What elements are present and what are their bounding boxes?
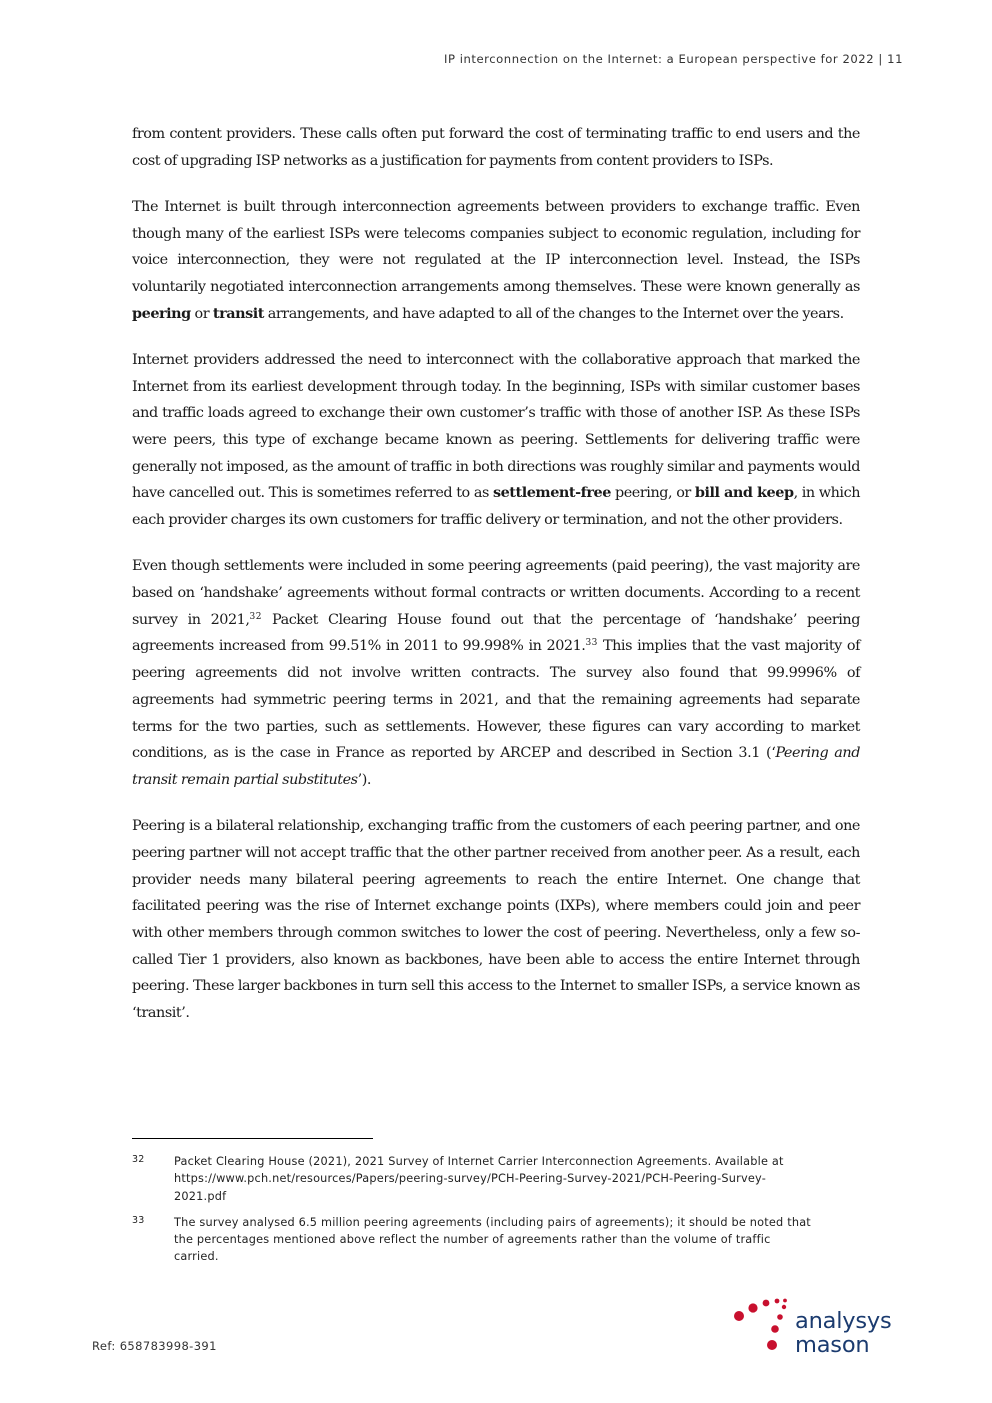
- paragraph-3-text-a: Internet providers addressed the need to interconnect with the collaborative approach that marked the Internet from its earliest development through today. In the beginning, ISPs with similar customer bases and traffic loads agreed to exchange their own customer’s traffic with those of another ISP. As these ISPs were peers, this type of exchange became known as peering. Settlements for delivering traffic were generally not imposed, as the amount of traffic in both directions was roughly similar and payments would have cancelled out. This is sometimes referred to as: [132, 351, 860, 502]
- paragraph-2: [132, 194, 860, 328]
- paragraph-3-text-b: peering, or: [610, 485, 695, 502]
- analysys-mason-logo: [730, 1294, 920, 1360]
- footnote-line: The survey analysed 6.5 million peering agreements (including pairs of agreements); it should be noted that: [174, 1215, 811, 1229]
- term-settlement-free: settlement-free: [492, 484, 611, 502]
- footnote-link-end[interactable]: 2021.pdf: [174, 1189, 227, 1203]
- paragraph-5-text: Peering is a bilateral relationship, exchanging traffic from the customers of each peering partner, and one peering partner will not accept traffic that the other partner received from another peer. As a result, each provider needs many bilateral peering agreements to reach the entire Internet. One change that facilitated peering was the rise of Internet exchange points (IXPs), where members could join and peer with other members through common switches to lower the cost of peering. Nevertheless, only a few so-called Tier 1 providers, also known as backbones, have been able to access the entire Internet through peering. These larger backbones in turn sell this access to the Internet to smaller ISPs, a service known as ‘transit’.: [132, 818, 860, 1022]
- section-title-italic: Peering and transit remain partial substitutes: [132, 745, 860, 788]
- logo-dots-icon: [730, 1294, 800, 1360]
- paragraph-2-text-b: or: [190, 305, 213, 322]
- paragraph-2-text-a: The Internet is built through interconnection agreements between providers to exchange traffic. Even though many of the earliest ISPs were telecoms companies subject to economic regulation, including for voice interconnection, they were not regulated at the IP interconnection level. Instead, the ISPs voluntarily negotiated interconnection arrangements among themselves. These were known generally as: [132, 198, 860, 296]
- footnote-divider: [132, 1138, 373, 1139]
- paragraph-5: [132, 813, 860, 1027]
- footnote-text: [174, 1153, 862, 1205]
- paragraph-4-text-b: Packet Clearing House found out that the percentage of ‘handshake’ peering agreements increased from 99.51% in 2011 to 99.998% in 2021.: [132, 611, 860, 655]
- paragraph-1-text: from content providers. These calls often put forward the cost of terminating traffic to end users and the cost of upgrading ISP networks as a justification for payments from content providers to ISPs.: [132, 126, 860, 169]
- paragraph-4-text-c: This implies that the vast majority of peering agreements did not involve written contracts. The survey also found that 99.9996% of agreements had symmetric peering terms in 2021, and that the remaining agreements had separate terms for the two parties, such as settlements. However, these figures can vary according to market conditions, as is the case in France as reported by ARCEP and described in Section 3.1 (‘: [132, 638, 861, 762]
- term-bill-and-keep: bill and keep: [694, 484, 794, 502]
- term-transit: transit: [212, 304, 264, 322]
- footnote-text: [174, 1214, 862, 1266]
- footnote-32: [132, 1153, 862, 1205]
- logo-text-mason: mason: [795, 1332, 870, 1358]
- paragraph-4: [132, 553, 860, 793]
- footnote-number: 32: [132, 1154, 145, 1165]
- paragraph-2-text-c: arrangements, and have adapted to all of the changes to the Internet over the years.: [264, 305, 844, 322]
- footnote-link[interactable]: https://www.pch.net/resources/Papers/peering-survey/PCH-Peering-Survey-2021/PCH-Peering-Survey-: [174, 1172, 767, 1186]
- header-separator: |: [878, 52, 883, 66]
- footnote-33: [132, 1214, 862, 1266]
- paragraph-3-text-c: , in which each provider charges its own customers for traffic delivery or termination, and not the other providers.: [132, 485, 861, 529]
- logo-text-analysys: analysys: [795, 1308, 892, 1334]
- footnote-line: carried.: [174, 1250, 219, 1264]
- header-page-number: 11: [887, 52, 903, 66]
- footnote-number: 33: [132, 1214, 145, 1226]
- footnote-ref-33[interactable]: 33: [585, 638, 598, 649]
- paragraph-3: [132, 347, 860, 534]
- term-peering: peering: [132, 304, 191, 322]
- footnotes: [132, 1153, 862, 1275]
- footnote-line: the percentages mentioned above reflect the number of agreements rather than the volume of traffic: [174, 1233, 771, 1247]
- body-text: [132, 121, 860, 1046]
- footnote-ref-32[interactable]: 32: [249, 611, 262, 622]
- paragraph-4-text-d: ’).: [357, 771, 372, 788]
- paragraph-4-text-a: Even though settlements were included in some peering agreements (paid peering), the vast majority are based on ‘handshake’ agreements without formal contracts or written documents. According to a recent survey in 2021,: [132, 558, 860, 628]
- reference-number: Ref: 658783998-391: [92, 1339, 217, 1353]
- running-header: [444, 52, 903, 66]
- paragraph-1: [132, 121, 860, 174]
- footnote-line: Packet Clearing House (2021), 2021 Survey of Internet Carrier Interconnection Agreements. Available at: [174, 1155, 784, 1168]
- header-title: IP interconnection on the Internet: a European perspective for 2022: [443, 52, 875, 66]
